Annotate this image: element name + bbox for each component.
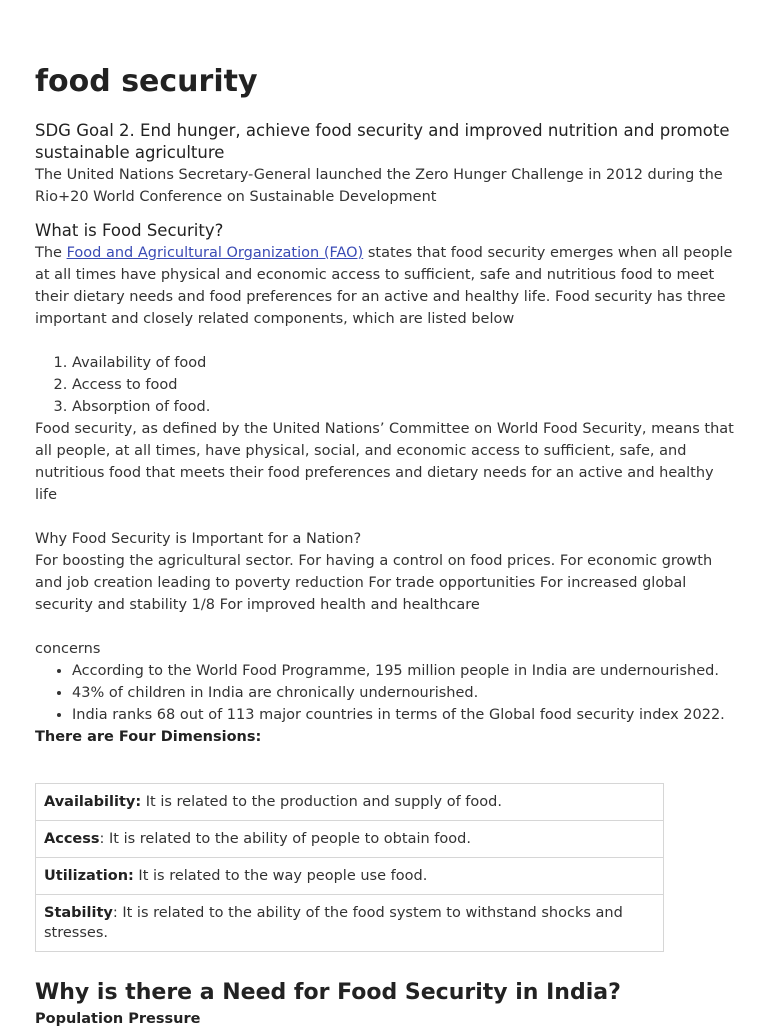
dimension-desc: : It is related to the ability of people to obtain food. <box>99 831 471 847</box>
what-text-post: states that food security emerges when all people at all times have physical and economic access to sufficient, safe and nutritious food to meet their dietary needs and food preferences for an active and healthy life. Food security has three important and closely related components, which are listed below <box>35 245 733 327</box>
components-list <box>35 352 735 418</box>
table-row <box>36 784 664 821</box>
dimension-desc: It is related to the production and supply of food. <box>141 794 502 810</box>
why-heading: Why Food Security is Important for a Nation? <box>35 531 362 547</box>
definition-paragraph: Food security, as defined by the United Nations’ Committee on World Food Security, means that all people, at all times, have physical, social, and economic access to sufficient, safe, and nutritious food that meets their food preferences and dietary needs for an active and healthy life <box>35 421 734 503</box>
why-paragraph: For boosting the agricultural sector. For having a control on food prices. For economic growth and job creation leading to poverty reduction For trade opportunities For increased global security and stability 1/8 For improved health and healthcare <box>35 553 713 613</box>
sdg-heading: SDG Goal 2. End hunger, achieve food security and improved nutrition and promote sustainable agriculture <box>35 121 730 162</box>
what-heading: What is Food Security? <box>35 221 224 240</box>
sdg-paragraph: The United Nations Secretary-General launched the Zero Hunger Challenge in 2012 during the Rio+20 World Conference on Sustainable Development <box>35 167 723 205</box>
population-heading: Population Pressure <box>35 1011 201 1027</box>
document-body <box>35 120 735 1030</box>
table-row <box>36 895 664 952</box>
what-text-pre: The <box>35 245 67 261</box>
table-cell <box>36 858 664 895</box>
table-row <box>36 821 664 858</box>
need-heading: Why is there a Need for Food Security in India? <box>35 980 621 1005</box>
concerns-label: concerns <box>35 641 101 657</box>
concerns-list <box>35 660 735 726</box>
list-item: 2. Access to food <box>72 374 735 396</box>
dimensions-table <box>35 783 664 952</box>
dimension-term: Utilization: <box>44 868 134 884</box>
dimension-desc: : It is related to the ability of the food system to withstand shocks and stresses. <box>44 905 623 941</box>
dimension-term: Access <box>44 831 100 847</box>
what-paragraph <box>35 242 735 330</box>
list-item: • According to the World Food Programme, 195 million people in India are undernourished. <box>72 660 735 682</box>
list-item: • India ranks 68 out of 113 major countries in terms of the Global food security index 2022. <box>72 704 735 726</box>
table-cell <box>36 784 664 821</box>
table-cell <box>36 821 664 858</box>
table-cell <box>36 895 664 952</box>
list-item: • 43% of children in India are chronically undernourished. <box>72 682 735 704</box>
page-title: food security <box>35 64 258 99</box>
dimension-term: Stability <box>44 905 113 921</box>
dimensions-title: There are Four Dimensions: <box>35 729 262 745</box>
dimension-desc: It is related to the way people use food. <box>133 868 428 884</box>
list-item: 1. Availability of food <box>72 352 735 374</box>
dimension-term: Availability: <box>44 794 142 810</box>
fao-link[interactable]: Food and Agricultural Organization (FAO) <box>66 245 364 261</box>
table-row <box>36 858 664 895</box>
list-item: 3. Absorption of food. <box>72 396 735 418</box>
